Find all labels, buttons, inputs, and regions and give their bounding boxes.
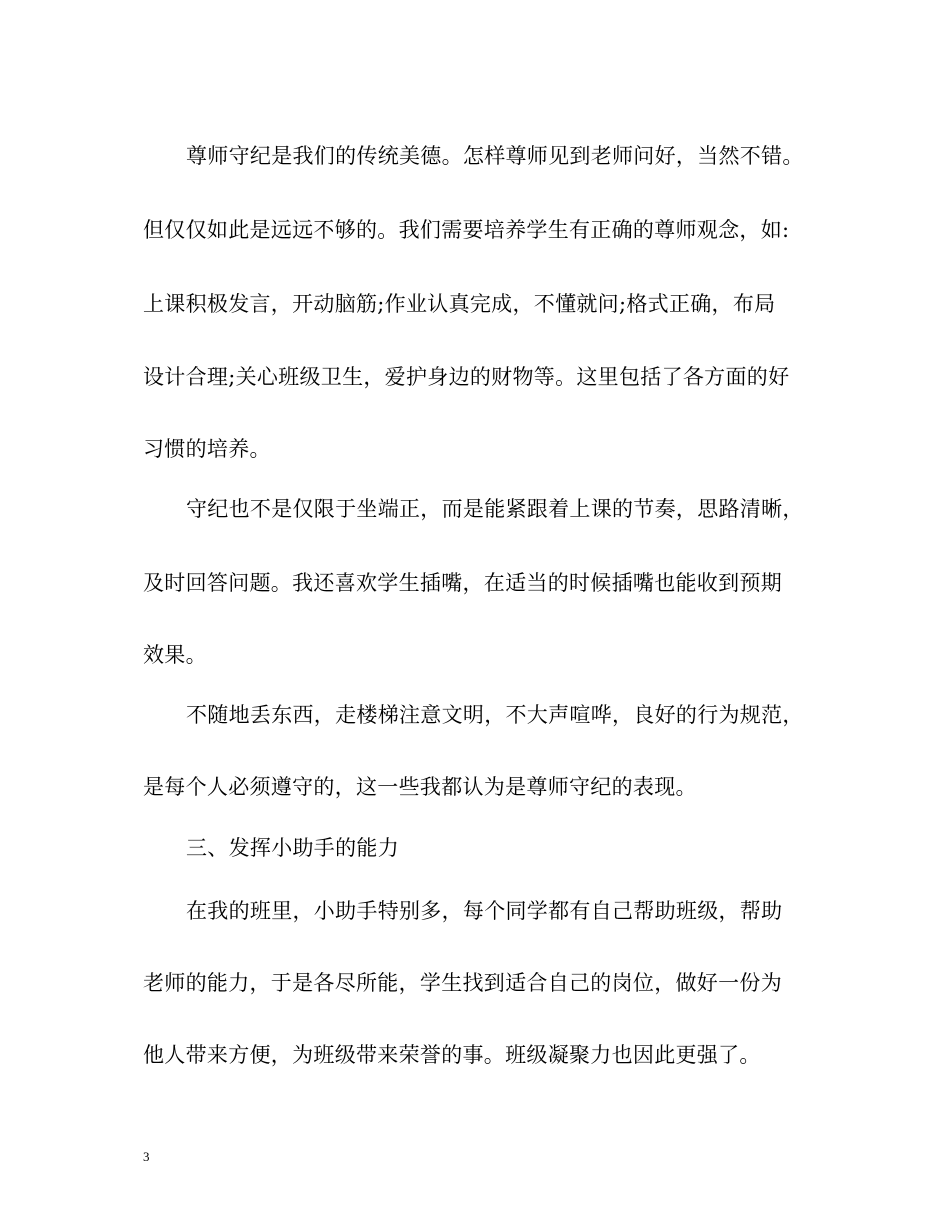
page-number: 3 [143,1149,150,1164]
paragraph-line: 他人带来方便，为班级带来荣誉的事。班级凝聚力也因此更强了。 [143,1043,761,1067]
paragraph-line: 尊师守纪是我们的传统美德。怎样尊师见到老师问好，当然不错。 [186,144,804,168]
paragraph-line: 习惯的培养。 [143,437,271,461]
paragraph-line: 但仅仅如此是远远不够的。我们需要培养学生有正确的尊师观念，如: [143,218,790,242]
paragraph-line: 及时回答问题。我还喜欢学生插嘴，在适当的时候插嘴也能收到预期 [143,571,782,595]
paragraph-line: 是每个人必须遵守的，这一些我都认为是尊师守纪的表现。 [143,775,697,799]
paragraph-line: 守纪也不是仅限于坐端正，而是能紧跟着上课的节奏，思路清晰， [186,497,804,521]
paragraph-line: 在我的班里，小助手特别多，每个同学都有自己帮助班级，帮助 [186,899,783,923]
paragraph-line: 效果。 [143,643,207,667]
paragraph-line: 不随地丢东西，走楼梯注意文明，不大声喧哗，良好的行为规范， [186,703,804,727]
paragraph-line: 老师的能力，于是各尽所能，学生找到适合自己的岗位，做好一份为 [143,971,782,995]
paragraph-line: 设计合理;关心班级卫生，爱护身边的财物等。这里包括了各方面的好 [143,365,790,389]
section-heading: 三、发挥小助手的能力 [186,836,399,860]
paragraph-line: 上课积极发言，开动脑筋;作业认真完成，不懂就问;格式正确，布局 [143,292,776,316]
